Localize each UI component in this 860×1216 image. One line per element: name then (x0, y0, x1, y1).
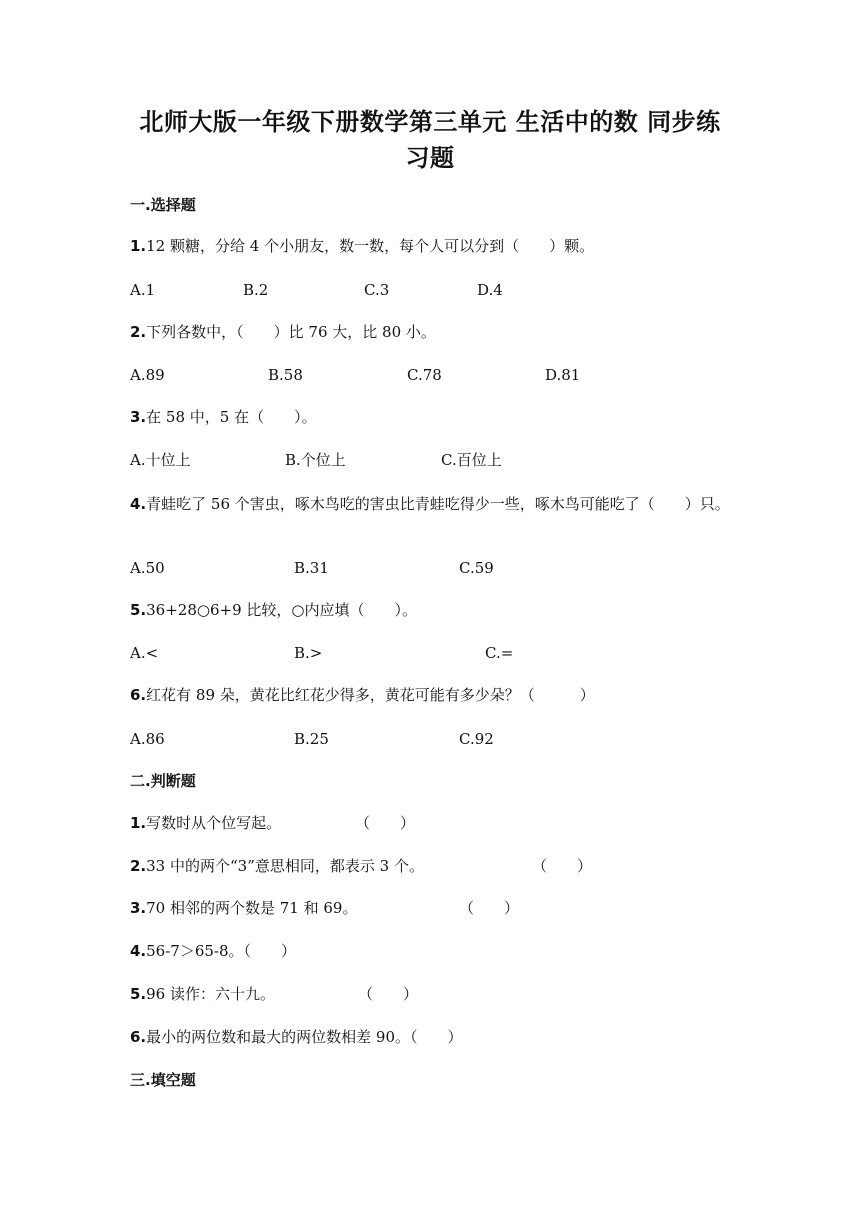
choice-1-option-c: C.3 (364, 281, 390, 299)
choice-1-option-b: B.2 (243, 281, 269, 299)
judge-question-4 (130, 940, 730, 962)
choice-2-option-d: D.81 (545, 366, 581, 384)
question-number: 3. (130, 408, 147, 426)
question-number: 1. (130, 814, 147, 832)
question-number: 3. (130, 899, 147, 917)
judge-1-answer-blank: （ ） (355, 814, 416, 832)
judge-2-answer-blank: （ ） (532, 857, 593, 875)
judge-3-answer-blank: （ ） (459, 899, 520, 917)
question-number: 5. (130, 601, 147, 619)
question-number: 2. (130, 857, 147, 875)
section-heading-judge: 二.判断题 (130, 772, 196, 790)
question-number: 1. (130, 237, 147, 255)
choice-question-2 (130, 321, 730, 343)
question-number: 6. (130, 686, 147, 704)
question-text: 在 58 中，5 在（ ）。 (146, 408, 317, 426)
choice-6-option-b: B.25 (294, 730, 329, 748)
choice-3-option-a: A.十位上 (130, 451, 191, 469)
choice-2-option-b: B.58 (268, 366, 303, 384)
choice-5-option-b: B.> (294, 644, 323, 662)
question-text: 56-7＞65-8。（ ） (146, 942, 297, 960)
judge-question-1 (130, 812, 730, 834)
judge-question-2 (130, 855, 730, 877)
choice-6-option-c: C.92 (459, 730, 494, 748)
choice-question-5 (130, 599, 730, 621)
question-text: 36+28○6+9 比较，○内应填（ ）。 (146, 601, 417, 619)
choice-5-option-a: A.< (130, 644, 159, 662)
page-title: 北师大版一年级下册数学第三单元 生活中的数 同步练习题 (139, 108, 721, 172)
judge-question-6 (130, 1026, 730, 1048)
question-text: 12 颗糖，分给 4 个小朋友，数一数，每个人可以分到（ ）颗。 (146, 237, 595, 255)
choice-1-option-a: A.1 (130, 281, 156, 299)
choice-3-option-c: C.百位上 (441, 451, 502, 469)
question-text: 96 读作：六十九。 (146, 985, 275, 1003)
question-number: 2. (130, 323, 147, 341)
judge-question-5 (130, 983, 730, 1005)
question-text: 红花有 89 朵，黄花比红花少得多，黄花可能有多少朵？（ ） (146, 686, 595, 704)
choice-question-1 (130, 235, 730, 257)
choice-question-3 (130, 406, 730, 428)
section-heading-choice: 一.选择题 (130, 196, 196, 214)
question-text: 最小的两位数和最大的两位数相差 90。（ ） (146, 1028, 463, 1046)
question-number: 4. (130, 495, 147, 513)
question-text: 青蛙吃了 56 个害虫，啄木鸟吃的害虫比青蛙吃得少一些，啄木鸟可能吃了（ ）只。 (146, 495, 730, 513)
question-number: 4. (130, 942, 147, 960)
question-text: 70 相邻的两个数是 71 和 69。 (146, 899, 358, 917)
question-number: 6. (130, 1028, 147, 1046)
choice-2-option-c: C.78 (407, 366, 442, 384)
section-heading-fill: 三.填空题 (130, 1071, 196, 1089)
choice-4-option-b: B.31 (294, 559, 329, 577)
choice-question-6 (130, 684, 730, 706)
question-number: 5. (130, 985, 147, 1003)
choice-5-option-c: C.= (485, 644, 514, 662)
choice-6-option-a: A.86 (130, 730, 165, 748)
judge-5-answer-blank: （ ） (358, 985, 419, 1003)
question-text: 写数时从个位写起。 (146, 814, 282, 832)
choice-1-option-d: D.4 (477, 281, 503, 299)
choice-4-option-c: C.59 (459, 559, 494, 577)
choice-2-option-a: A.89 (130, 366, 165, 384)
judge-question-3 (130, 897, 730, 919)
choice-3-option-b: B.个位上 (285, 451, 346, 469)
choice-4-option-a: A.50 (130, 559, 165, 577)
choice-question-4 (130, 492, 730, 516)
question-text: 33 中的两个“3”意思相同，都表示 3 个。 (146, 857, 424, 875)
question-text: 下列各数中，（ ）比 76 大，比 80 小。 (146, 323, 436, 341)
